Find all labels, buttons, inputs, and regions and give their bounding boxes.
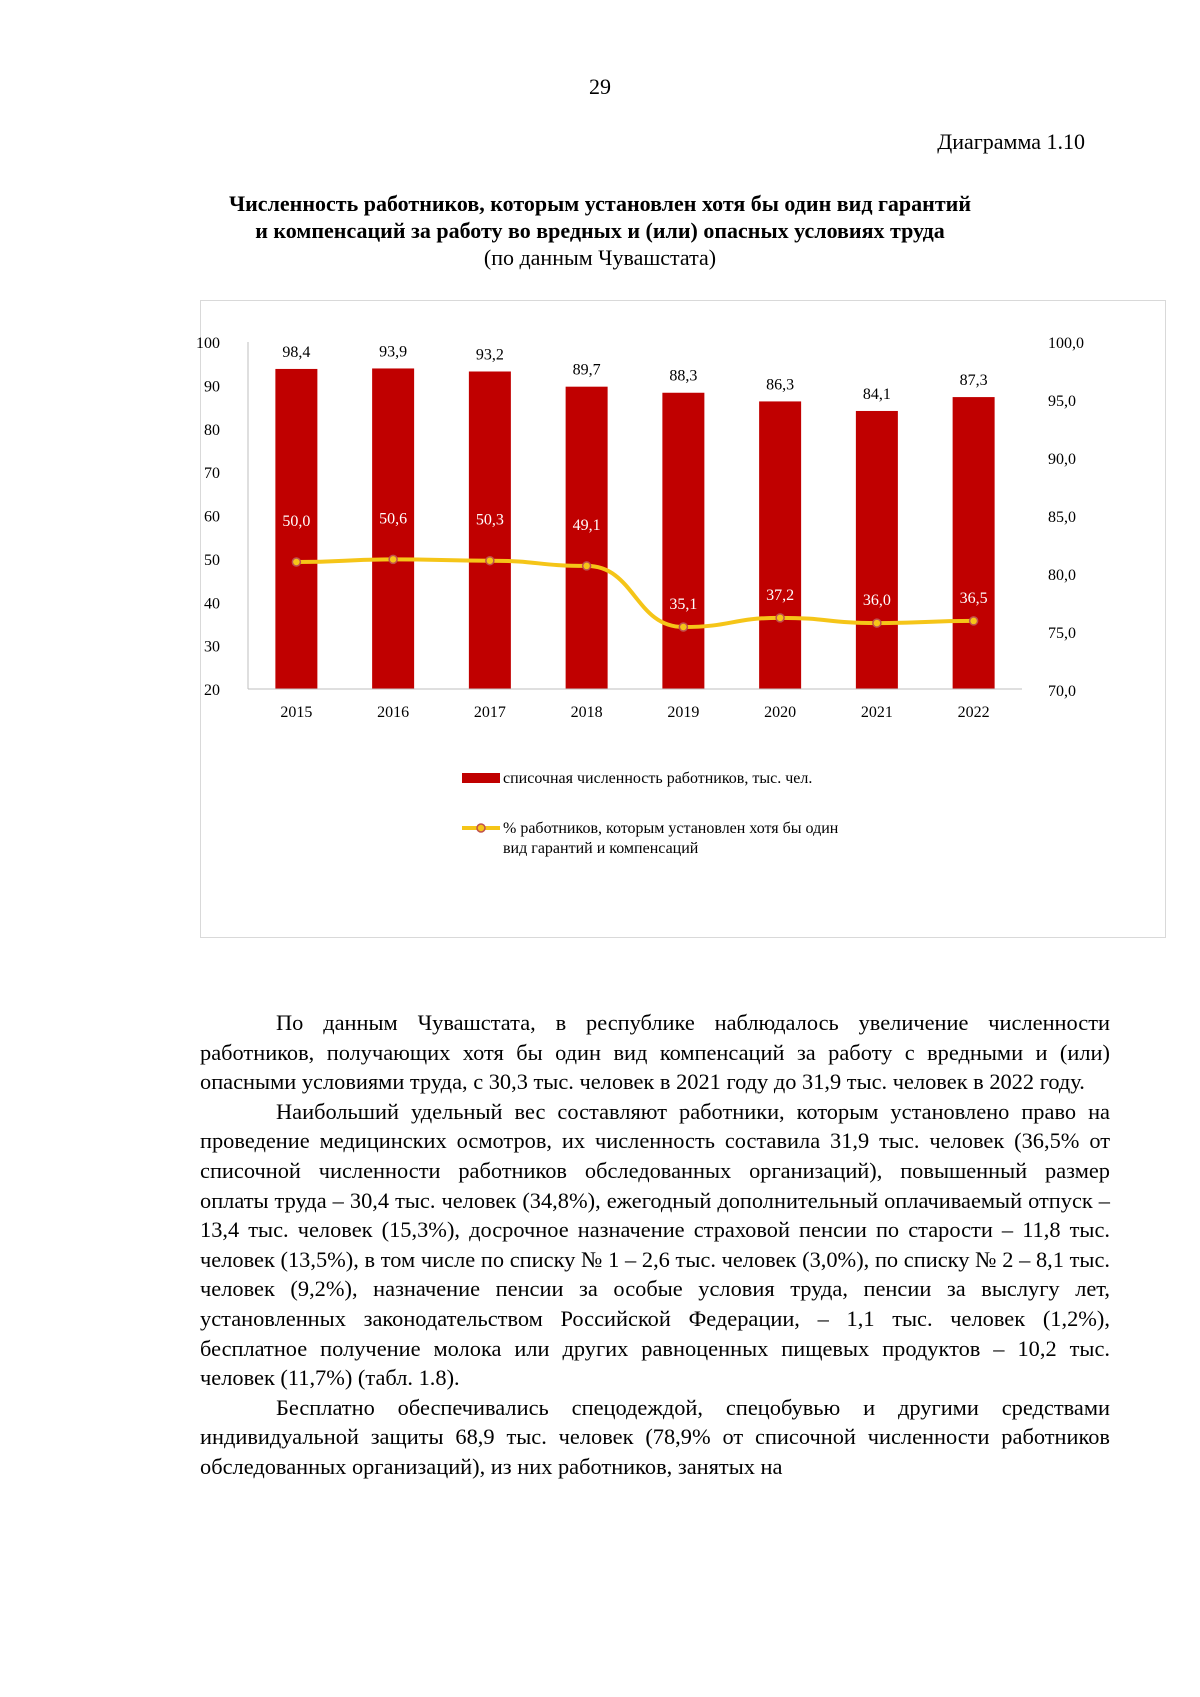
bar-2021: [856, 411, 898, 689]
right-axis-tick-label: 75,0: [1048, 625, 1076, 642]
chart-title-line-1: Численность работников, которым установлен хотя бы один вид гарантий: [228, 191, 972, 216]
bar-value-label: 88,3: [669, 367, 698, 385]
x-axis-tick-label: 2015: [280, 704, 313, 721]
x-axis-tick-label: 2020: [764, 704, 797, 721]
left-axis: [196, 335, 248, 699]
line-point-2016: [389, 555, 397, 563]
bar-value-label: 98,4: [282, 343, 311, 361]
bar-2018: [566, 387, 608, 689]
chart-title-line-2: и компенсаций за работу во вредных и (или) опасных условиях труда: [255, 218, 945, 243]
bar-value-label: 93,9: [379, 343, 408, 361]
line-point-2015: [292, 558, 300, 566]
line-point-2017: [486, 557, 494, 565]
combo-chart: [196, 300, 1166, 938]
right-axis-tick-label: 90,0: [1048, 451, 1076, 468]
chart-title-block: [170, 190, 1030, 271]
line-value-label: 49,1: [572, 516, 601, 534]
bar-2020: [759, 401, 801, 689]
line-point-2021: [873, 619, 881, 627]
line-value-label: 35,1: [669, 596, 698, 613]
right-axis-tick-label: 70,0: [1048, 683, 1076, 700]
left-axis-tick-label: 100: [196, 335, 220, 352]
right-axis-tick-label: 100,0: [1048, 335, 1084, 352]
left-axis-tick-label: 70: [204, 465, 220, 483]
paragraph-1: По данным Чувашстата, в республике наблюдалось увеличение численности работников, получающих хотя бы один вид компенсаций за работу с вредными и (или) опасными условиями труда, с 30,3 тыс. человек в 2021 году до 31,9 тыс. человек в 2022 году.: [200, 1010, 1110, 1095]
right-axis: [1048, 335, 1084, 700]
body-text: [200, 1008, 1110, 1482]
left-axis-tick-label: 20: [204, 682, 220, 699]
bar-2016: [372, 368, 414, 689]
right-axis-tick-label: 95,0: [1048, 393, 1076, 410]
line-value-label: 36,5: [959, 589, 988, 607]
bar-2017: [469, 371, 511, 689]
x-axis-tick-label: 2019: [667, 704, 700, 721]
bar-value-label: 87,3: [959, 372, 988, 390]
bar-value-label: 89,7: [572, 361, 601, 379]
left-axis-tick-label: 90: [204, 378, 220, 396]
bar-2019: [662, 393, 704, 689]
bar-value-label: 93,2: [475, 346, 504, 364]
paragraph-2: Наибольший удельный вес составляют работники, которым установлено право на проведение медицинских осмотров, их численность составила 31,9 тыс. человек (36,5% от списочной численности работников обследованных организаций), повышенный размер оплаты труда – 30,4 тыс. человек (34,8%), ежегодный дополнительный оплачиваемый отпуск – 13,4 тыс. человек (15,3%), досрочное назначение страховой пенсии по старости – 11,8 тыс. человек (13,5%), в том числе по списку № 1 – 2,6 тыс. человек (3,0%), по списку № 2 – 8,1 тыс. человек (9,2%), назначение пенсии за особые условия труда, пенсии за выслугу лет, установленных законодательством Российской Федерации, – 1,1 тыс. человек (1,2%), бесплатное получение молока или других равноценных пищевых продуктов – 10,2 тыс. человек (11,7%) (табл. 1.8).: [200, 1098, 1110, 1391]
bar-value-label: 84,1: [862, 385, 891, 403]
legend-label-line-2: вид гарантий и компенсаций: [503, 840, 699, 857]
line-point-2019: [679, 623, 687, 631]
chart-legend: [462, 770, 839, 857]
line-value-label: 50,0: [282, 513, 311, 530]
x-axis: [248, 689, 1022, 721]
line-point-2018: [583, 562, 591, 570]
bar-value-label: 86,3: [766, 376, 795, 394]
line-point-2022: [970, 617, 978, 625]
diagram-label: Диаграмма 1.10: [937, 129, 1085, 154]
right-axis-tick-label: 85,0: [1048, 509, 1076, 526]
legend-swatch-marker: [477, 824, 485, 832]
x-axis-tick-label: 2017: [473, 704, 506, 721]
left-axis-tick-label: 60: [204, 508, 220, 526]
x-axis-tick-label: 2016: [377, 704, 410, 721]
right-axis-tick-label: 80,0: [1048, 567, 1076, 584]
legend-label-bars: списочная численность работников, тыс. чел.: [503, 770, 813, 787]
x-axis-tick-label: 2018: [570, 704, 603, 721]
legend-label-line-1: % работников, которым установлен хотя бы один: [503, 820, 839, 837]
legend-swatch-bars: [462, 773, 500, 783]
chart-subtitle: (по данным Чувашстата): [483, 245, 717, 270]
left-axis-tick-label: 40: [204, 595, 220, 613]
paragraph-3: Бесплатно обеспечивались спецодеждой, спецобувью и другими средствами индивидуальной защиты 68,9 тыс. человек (78,9% от списочной численности работников обследованных организаций), из них работников, занятых на: [200, 1394, 1110, 1479]
line-value-label: 37,2: [766, 586, 795, 604]
left-axis-tick-label: 80: [204, 421, 220, 439]
line-value-label: 36,0: [862, 592, 891, 610]
line-value-label: 50,6: [379, 510, 408, 528]
page-number: 29: [589, 74, 611, 99]
bar-2022: [953, 397, 995, 689]
line-point-2020: [776, 614, 784, 622]
left-axis-tick-label: 50: [204, 551, 220, 569]
left-axis-tick-label: 30: [204, 638, 220, 656]
x-axis-tick-label: 2021: [860, 704, 893, 721]
line-value-label: 50,3: [475, 511, 504, 529]
x-axis-tick-label: 2022: [957, 704, 990, 721]
